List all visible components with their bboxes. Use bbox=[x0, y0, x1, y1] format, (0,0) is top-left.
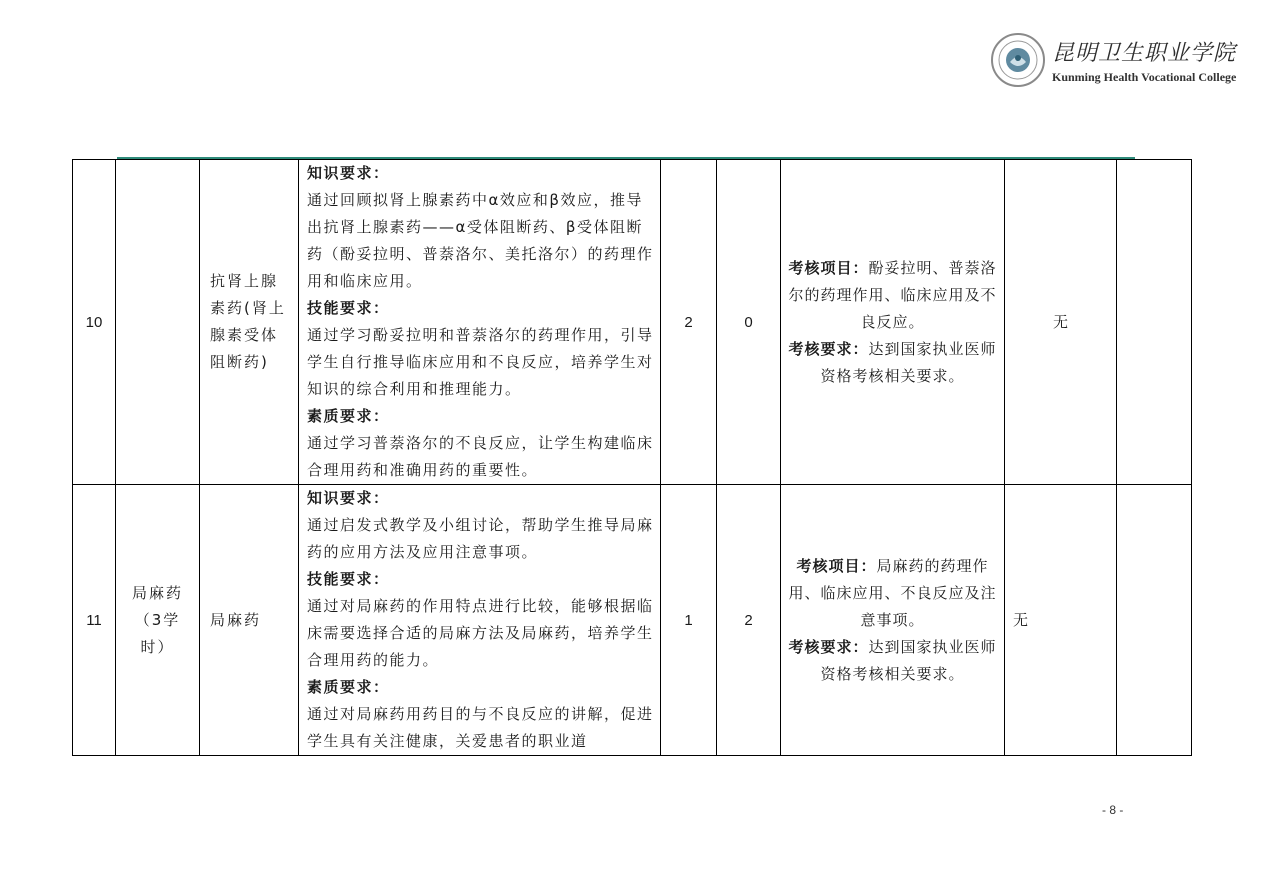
assess-item-label: 考核项目： bbox=[788, 258, 869, 277]
college-name-cn: 昆明卫生职业学院 bbox=[1052, 41, 1237, 66]
table-row bbox=[73, 485, 1192, 756]
practice-hours: 2 bbox=[717, 485, 781, 756]
assess-req-text: 达到国家执业医师资格考核相关要求。 bbox=[820, 637, 997, 683]
skill-text: 通过学习酚妥拉明和普萘洛尔的药理作用，引导学生自行推导临床应用和不良反应，培养学生对知识的综合利用和推理能力。 bbox=[307, 326, 654, 398]
quality-text: 通过对局麻药用药目的与不良反应的讲解，促进学生具有关注健康，关爱患者的职业道 bbox=[307, 705, 654, 750]
theory-hours: 2 bbox=[661, 160, 717, 485]
assess-item-text: 酚妥拉明、普萘洛尔的药理作用、临床应用及不良反应。 bbox=[788, 258, 997, 331]
assess-req-label: 考核要求： bbox=[788, 339, 869, 358]
table-row bbox=[73, 160, 1192, 485]
teaching-requirements bbox=[299, 485, 661, 756]
college-seal-icon bbox=[990, 32, 1046, 88]
ideology-element: 无 bbox=[1005, 485, 1117, 756]
unit-name bbox=[116, 160, 200, 485]
course-content-table bbox=[72, 159, 1192, 756]
assess-item-label: 考核项目： bbox=[796, 556, 877, 575]
skill-text: 通过对局麻药的作用特点进行比较，能够根据临床需要选择合适的局麻方法及局麻药，培养学生合理用药的能力。 bbox=[307, 597, 654, 669]
theory-hours: 1 bbox=[661, 485, 717, 756]
topic-name: 抗肾上腺素药(肾上腺素受体阻断药) bbox=[200, 160, 299, 485]
assessment bbox=[781, 160, 1005, 485]
knowledge-heading: 知识要求： bbox=[307, 489, 390, 507]
teaching-requirements bbox=[299, 160, 661, 485]
topic-name: 局麻药 bbox=[200, 485, 299, 756]
knowledge-text: 通过回顾拟肾上腺素药中α效应和β效应，推导出抗肾上腺素药——α受体阻断药、β受体阻断药（酚妥拉明、普萘洛尔、美托洛尔）的药理作用和临床应用。 bbox=[307, 191, 654, 290]
quality-heading: 素质要求： bbox=[307, 407, 390, 425]
assess-item-text: 局麻药的药理作用、临床应用、不良反应及注意事项。 bbox=[788, 556, 997, 629]
college-logo bbox=[990, 32, 1240, 90]
assessment bbox=[781, 485, 1005, 756]
remarks bbox=[1117, 485, 1192, 756]
knowledge-heading: 知识要求： bbox=[307, 164, 390, 182]
row-number: 11 bbox=[73, 485, 116, 756]
remarks bbox=[1117, 160, 1192, 485]
ideology-element: 无 bbox=[1005, 160, 1117, 485]
row-number: 10 bbox=[73, 160, 116, 485]
assess-req-text: 达到国家执业医师资格考核相关要求。 bbox=[820, 339, 997, 385]
quality-heading: 素质要求： bbox=[307, 678, 390, 696]
assess-req-label: 考核要求： bbox=[788, 637, 869, 656]
quality-text: 通过学习普萘洛尔的不良反应，让学生构建临床合理用药和准确用药的重要性。 bbox=[307, 434, 654, 479]
skill-heading: 技能要求： bbox=[307, 570, 390, 588]
knowledge-text: 通过启发式教学及小组讨论，帮助学生推导局麻药的应用方法及应用注意事项。 bbox=[307, 516, 654, 561]
page-number: - 8 - bbox=[1102, 803, 1124, 817]
practice-hours: 0 bbox=[717, 160, 781, 485]
unit-name: 局麻药（3学时） bbox=[116, 485, 200, 756]
college-name-en: Kunming Health Vocational College bbox=[1052, 70, 1237, 84]
skill-heading: 技能要求： bbox=[307, 299, 390, 317]
